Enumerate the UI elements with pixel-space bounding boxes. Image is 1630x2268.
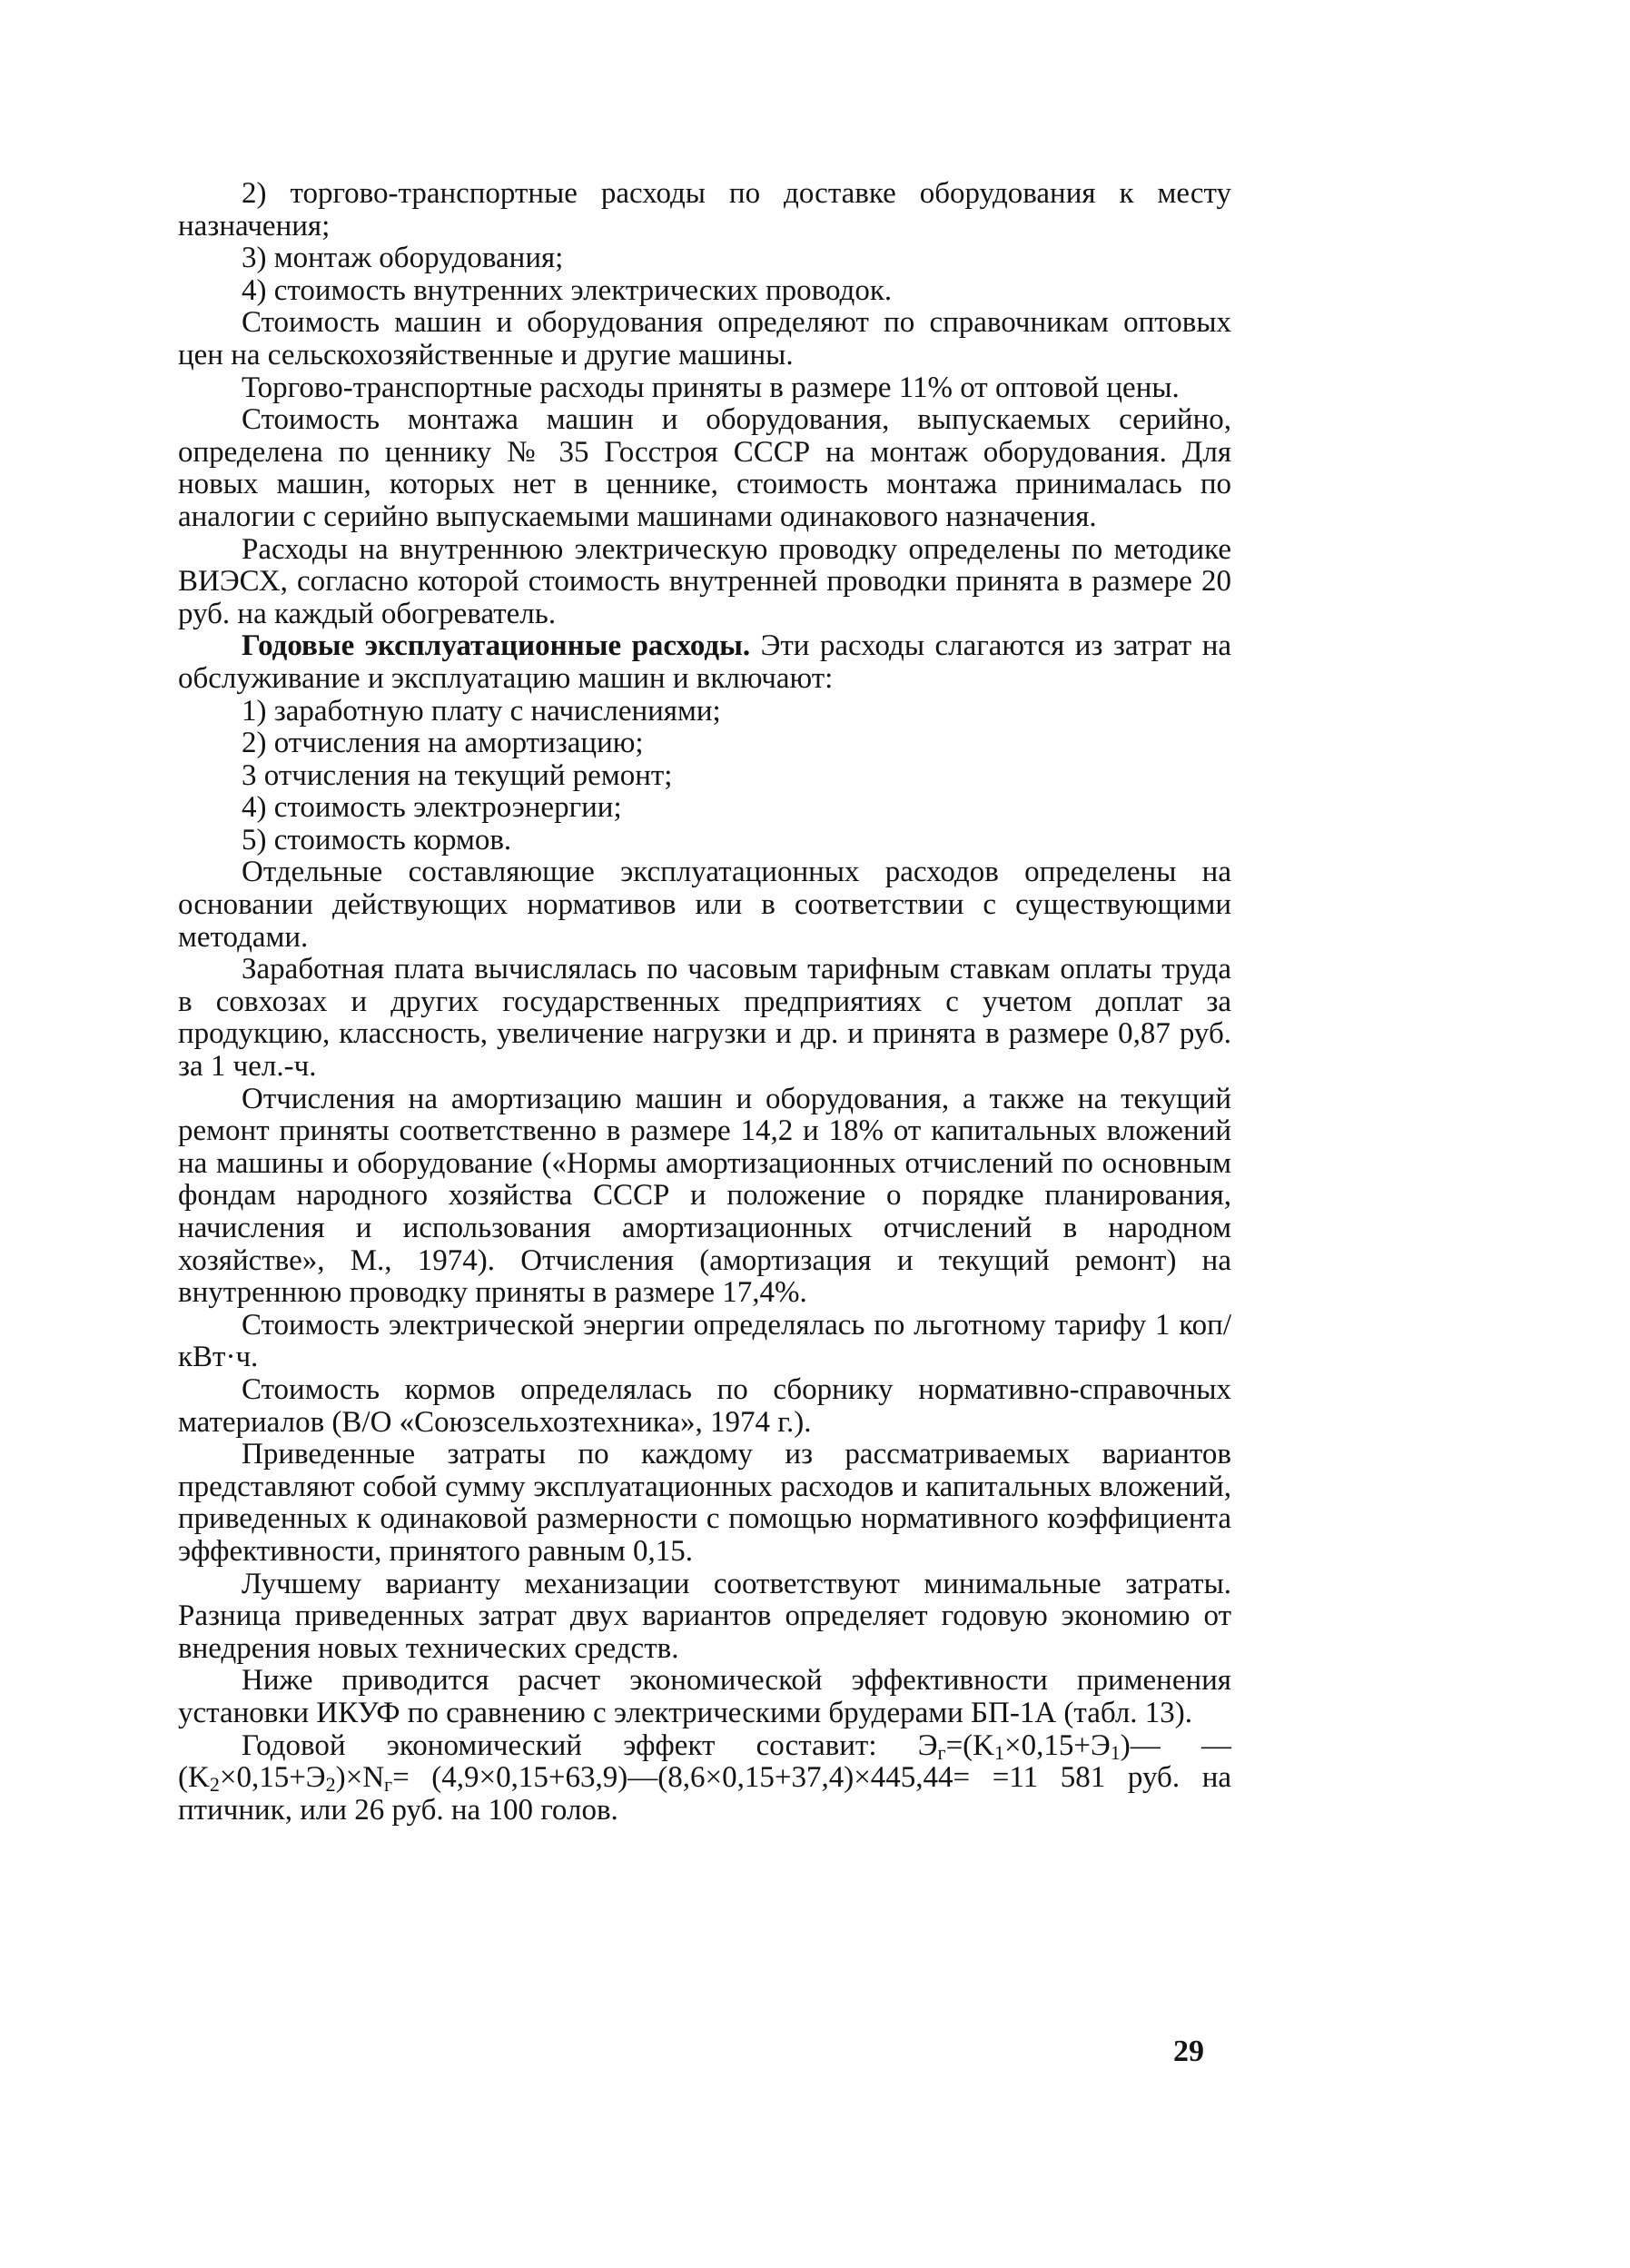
paragraph-operating (178, 630, 1231, 695)
paragraph-energy: Стоимость электрической энергии определялась по льготному тарифу 1 коп/кВт·ч. (178, 1308, 1231, 1374)
document-page (178, 178, 1231, 1827)
paragraph-best-variant: Лучшему варианту механизации соответствуют минимальные затраты. Разница приведенных затрат двух вариантов определяет годовую экономию от внедрения новых технических средств. (178, 1567, 1231, 1665)
paragraph-components: Отдельные составляющие эксплуатационных расходов определены на основании действующих нормативов или в соответствии с существующими методами. (178, 856, 1231, 954)
list-item: 3 отчисления на текущий ремонт; (242, 758, 673, 792)
paragraph-calculation: Ниже приводится расчет экономической эффективности применения установки ИКУФ по сравнению с электрическими брудерами БП-1А (табл. 13). (178, 1664, 1231, 1729)
section-heading: Годовые эксплуатационные расходы. (242, 629, 751, 663)
list-item: 5) стоимость кормов. (242, 823, 512, 857)
paragraph-wiring: Расходы на внутреннюю электрическую проводку определены по методике ВИЭСХ, согласно которой стоимость внутренней проводки принята в размере 20 руб. на каждый обогреватель. (178, 532, 1231, 630)
paragraph-amortization: Отчисления на амортизацию машин и оборудования, а также на текущий ремонт приняты соответственно в размере 14,2 и 18% от капитальных вложений на машины и оборудование («Нормы амортизационных отчислений по основным фондам народного хозяйства СССР и положение о порядке планирования, начисления и использования амортизационных отчислений в народном хозяйстве», М., 1974). Отчисления (амортизация и текущий ремонт) на внутреннюю проводку приняты в размере 17,4%. (178, 1082, 1231, 1310)
list-item: 4) стоимость внутренних электрических проводок. (242, 273, 893, 307)
list-item: 2) отчисления на амортизацию; (242, 727, 644, 760)
list-item: 1) заработную плату с начислениями; (242, 694, 721, 728)
list-item: 2) торгово-транспортные расходы по доставке оборудования к месту назначения; (178, 177, 1231, 243)
list-item: 4) стоимость электроэнергии; (242, 791, 622, 825)
paragraph-feed: Стоимость кормов определялась по сборнику нормативно-справочных материалов (В/О «Союзсельхозтехника», 1974 г.). (178, 1372, 1231, 1439)
page-number: 29 (1173, 2035, 1204, 2068)
list-item: 3) монтаж оборудования; (242, 242, 564, 275)
paragraph-transport: Торгово-транспортные расходы приняты в размере 11% от оптовой цены. (242, 371, 1180, 404)
paragraph-reduced-costs: Приведенные затраты по каждому из рассматриваемых вариантов представляют собой сумму эксплуатационных расходов и капитальных вложений, приведенных к одинаковой размерности с помощью нормативного коэффициента эффективности, принятого равным 0,15. (178, 1438, 1231, 1568)
paragraph-salary: Заработная плата вычислялась по часовым тарифным ставкам оплаты труда в совхозах и других государственных предприятиях с учетом доплат за продукцию, классность, увеличение нагрузки и др. и принята в размере 0,87 руб. за 1 чел.-ч. (178, 953, 1231, 1084)
operating-intro: Эти расходы слагаются из затрат на обслуживание и эксплуатацию машин и включают: (178, 629, 1232, 695)
formula: Годовой экономический эффект составит: $Э_г=(K_1\times 0,15+Э_1)—$ — $(K_2\times 0,15+Э_2)\times N_г=$ (4,9×0,15+63,9)—(8,6×0,15+37,4)×445,44= =11 581 руб. на птичник, или 26 руб. на 100 голов. (178, 1728, 1232, 1827)
paragraph-montage: Стоимость монтажа машин и оборудования, выпускаемых серийно, определена по ценнику № 35 Госстроя СССР на монтаж оборудования. Для новых машин, которых нет в ценнике, стоимость монтажа принималась по аналогии с серийно выпускаемыми машинами одинакового назначения. (178, 403, 1231, 533)
paragraph-machine-cost: Стоимость машин и оборудования определяют по справочникам оптовых цен на сельскохозяйственные и другие машины. (178, 306, 1231, 371)
